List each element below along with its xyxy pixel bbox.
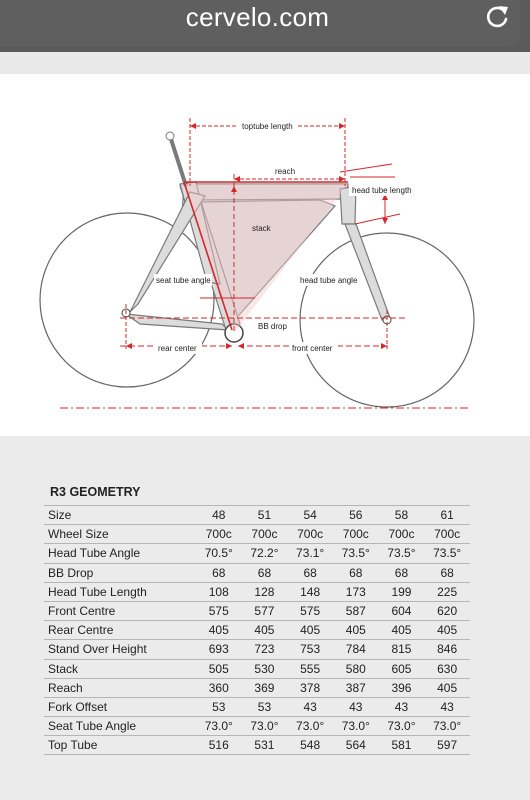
row-value: 173 xyxy=(333,582,379,601)
row-value: 43 xyxy=(379,697,425,716)
row-value: 753 xyxy=(287,640,333,659)
label-head-tube-angle: head tube angle xyxy=(300,276,358,285)
row-value: 577 xyxy=(242,601,288,620)
size-51: 51 xyxy=(242,506,288,525)
row-label: Wheel Size xyxy=(44,525,196,544)
row-value: 564 xyxy=(333,736,379,755)
row-label: Front Centre xyxy=(44,601,196,620)
table-row xyxy=(44,717,470,736)
rear-wheel xyxy=(40,213,214,387)
row-value: 72.2° xyxy=(242,544,288,563)
size-54: 54 xyxy=(287,506,333,525)
row-value: 587 xyxy=(333,601,379,620)
row-value: 43 xyxy=(424,697,470,716)
row-value: 505 xyxy=(196,659,242,678)
row-value: 68 xyxy=(242,563,288,582)
row-value: 396 xyxy=(379,678,425,697)
row-value: 605 xyxy=(379,659,425,678)
table-row xyxy=(44,601,470,620)
row-value: 405 xyxy=(287,621,333,640)
row-value: 604 xyxy=(379,601,425,620)
row-value: 700c xyxy=(196,525,242,544)
label-front-center: front center xyxy=(292,344,333,353)
row-value: 73.1° xyxy=(287,544,333,563)
row-value: 723 xyxy=(242,640,288,659)
table-row xyxy=(44,640,470,659)
row-value: 700c xyxy=(333,525,379,544)
row-value: 369 xyxy=(242,678,288,697)
row-value: 73.0° xyxy=(287,717,333,736)
row-value: 405 xyxy=(333,621,379,640)
row-value: 360 xyxy=(196,678,242,697)
size-58: 58 xyxy=(379,506,425,525)
bike-geometry-diagram xyxy=(0,74,530,436)
table-row xyxy=(44,582,470,601)
row-label: Head Tube Length xyxy=(44,582,196,601)
row-value: 620 xyxy=(424,601,470,620)
row-value: 700c xyxy=(287,525,333,544)
row-value: 73.5° xyxy=(424,544,470,563)
row-value: 530 xyxy=(242,659,288,678)
size-61: 61 xyxy=(424,506,470,525)
bike-diagram-svg xyxy=(0,74,530,436)
row-value: 225 xyxy=(424,582,470,601)
row-value: 575 xyxy=(196,601,242,620)
row-value: 108 xyxy=(196,582,242,601)
row-value: 68 xyxy=(424,563,470,582)
row-value: 581 xyxy=(379,736,425,755)
row-value: 43 xyxy=(333,697,379,716)
row-value: 405 xyxy=(424,678,470,697)
row-label: Reach xyxy=(44,678,196,697)
row-value: 405 xyxy=(196,621,242,640)
row-value: 575 xyxy=(287,601,333,620)
row-value: 378 xyxy=(287,678,333,697)
table-row xyxy=(44,544,470,563)
label-bb-drop: BB drop xyxy=(258,322,287,331)
row-value: 73.5° xyxy=(379,544,425,563)
reload-icon[interactable] xyxy=(482,2,512,32)
row-label: Seat Tube Angle xyxy=(44,717,196,736)
row-label: Rear Centre xyxy=(44,621,196,640)
row-label: Stand Over Height xyxy=(44,640,196,659)
row-value: 68 xyxy=(333,563,379,582)
table-header-row xyxy=(44,506,470,525)
row-value: 846 xyxy=(424,640,470,659)
geometry-title: R3 GEOMETRY xyxy=(50,485,141,499)
seatpost xyxy=(170,136,186,186)
row-value: 43 xyxy=(287,697,333,716)
row-value: 597 xyxy=(424,736,470,755)
row-value: 555 xyxy=(287,659,333,678)
label-rear-center: rear center xyxy=(158,344,197,353)
row-value: 815 xyxy=(379,640,425,659)
row-value: 531 xyxy=(242,736,288,755)
row-value: 405 xyxy=(424,621,470,640)
row-value: 73.0° xyxy=(379,717,425,736)
row-label: BB Drop xyxy=(44,563,196,582)
table-row xyxy=(44,525,470,544)
row-value: 68 xyxy=(196,563,242,582)
row-value: 700c xyxy=(424,525,470,544)
row-value: 405 xyxy=(379,621,425,640)
table-row xyxy=(44,736,470,755)
row-value: 73.5° xyxy=(333,544,379,563)
row-value: 387 xyxy=(333,678,379,697)
geometry-table xyxy=(44,505,470,755)
row-value: 700c xyxy=(242,525,288,544)
label-reach: reach xyxy=(275,167,296,176)
geometry-section xyxy=(0,436,530,800)
table-row xyxy=(44,621,470,640)
table-row xyxy=(44,659,470,678)
table-row xyxy=(44,563,470,582)
size-48: 48 xyxy=(196,506,242,525)
row-label: Stack xyxy=(44,659,196,678)
row-value: 580 xyxy=(333,659,379,678)
row-value: 548 xyxy=(287,736,333,755)
row-value: 73.0° xyxy=(242,717,288,736)
row-label: Head Tube Angle xyxy=(44,544,196,563)
size-label: Size xyxy=(44,506,196,525)
row-label: Fork Offset xyxy=(44,697,196,716)
row-value: 630 xyxy=(424,659,470,678)
row-value: 53 xyxy=(196,697,242,716)
row-value: 405 xyxy=(242,621,288,640)
row-value: 784 xyxy=(333,640,379,659)
label-toptube-length: toptube length xyxy=(242,122,293,131)
label-seat-tube-angle: seat tube angle xyxy=(156,276,211,285)
table-row xyxy=(44,697,470,716)
row-value: 700c xyxy=(379,525,425,544)
browser-address-bar xyxy=(0,0,530,52)
row-value: 128 xyxy=(242,582,288,601)
row-value: 693 xyxy=(196,640,242,659)
page-top-gap xyxy=(0,52,530,75)
url-text[interactable]: cervelo.com xyxy=(185,2,330,32)
label-head-tube-length: head tube length xyxy=(352,186,412,195)
table-row xyxy=(44,678,470,697)
row-value: 199 xyxy=(379,582,425,601)
row-value: 68 xyxy=(287,563,333,582)
row-value: 73.0° xyxy=(424,717,470,736)
row-value: 73.0° xyxy=(333,717,379,736)
row-label: Top Tube xyxy=(44,736,196,755)
row-value: 516 xyxy=(196,736,242,755)
row-value: 53 xyxy=(242,697,288,716)
size-56: 56 xyxy=(333,506,379,525)
row-value: 73.0° xyxy=(196,717,242,736)
row-value: 70.5° xyxy=(196,544,242,563)
label-stack: stack xyxy=(252,224,271,233)
row-value: 148 xyxy=(287,582,333,601)
row-value: 68 xyxy=(379,563,425,582)
